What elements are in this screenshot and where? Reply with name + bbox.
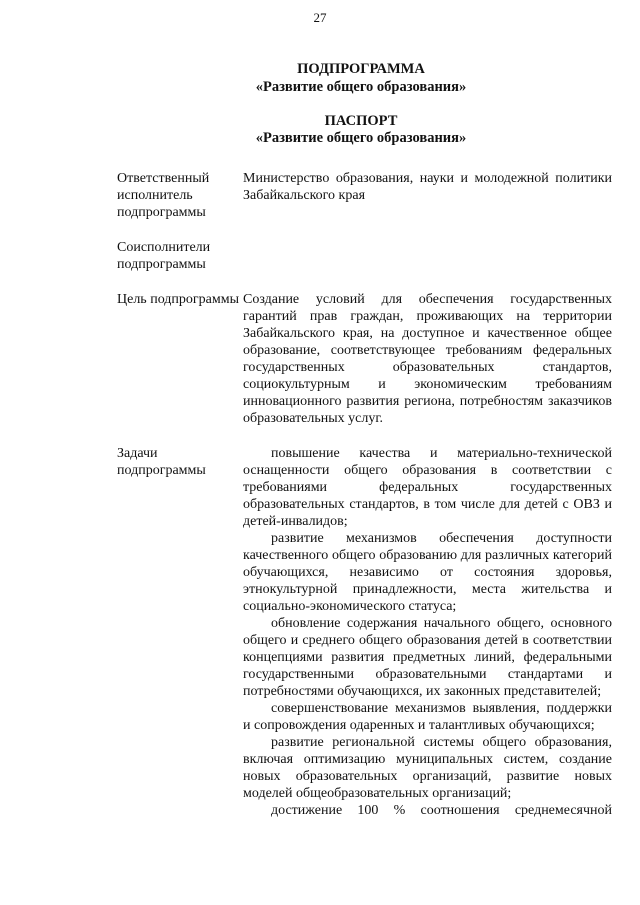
subprogram-heading: ПОДПРОГРАММА bbox=[297, 61, 425, 77]
task-item: развитие региональной системы общего образования, включая оптимизацию муниципальных систем, создание новых образовательных организаций, развитие новых моделей общеобразовательных организаций; bbox=[243, 735, 612, 801]
task-item: совершенствование механизмов выявления, поддержки и сопровождения одаренных и талантливых обучающихся; bbox=[243, 701, 612, 733]
passport-table bbox=[117, 170, 612, 819]
responsible-value: Министерство образования, науки и молодежной политики Забайкальского края bbox=[243, 171, 612, 203]
task-item: повышение качества и материально-технической оснащенности общего образования в соответствии с требованиями федеральных государственных образовательных стандартов, в том числе для детей с ОВЗ и детей-инвалидов; bbox=[243, 446, 612, 529]
responsible-label: Ответственный исполнитель подпрограммы bbox=[117, 171, 210, 220]
tasks-list bbox=[243, 445, 612, 819]
row-tasks bbox=[117, 445, 612, 819]
task-item: развитие механизмов обеспечения доступности качественного общего образованию для различных категорий обучающихся, независимо от состояния здоровья, этнокультурной принадлежности, места жительства и социально-экономического статуса; bbox=[243, 531, 612, 614]
co-executors-value bbox=[243, 239, 612, 273]
goal-label: Цель подпрограммы bbox=[117, 292, 239, 307]
passport-heading: ПАСПОРТ bbox=[324, 113, 398, 129]
tasks-label: Задачи подпрограммы bbox=[117, 446, 206, 478]
subprogram-title: «Развитие общего образования» bbox=[255, 79, 467, 95]
task-item: обновление содержания начального общего, основного общего и среднего общего образования детей в соответствии концепциями развития предметных линий, федеральными государственными образовательными стандартами и потребностями обучающихся, их законных представителей; bbox=[243, 616, 612, 699]
goal-value: Создание условий для обеспечения государственных гарантий прав граждан, проживающих на территории Забайкальского края, на доступное и качественное общее образование, соответствующее требованиям федеральных государственных образовательных стандартов, социокультурным и экономическим требованиям инновационного развития региона, потребностям заказчиков образовательных услуг. bbox=[243, 292, 612, 426]
row-goal bbox=[117, 291, 612, 427]
row-co-executors bbox=[117, 239, 612, 273]
co-executors-label: Соисполнители подпрограммы bbox=[117, 240, 211, 272]
passport-title: «Развитие общего образования» bbox=[255, 130, 467, 146]
task-item: достижение 100 % соотношения среднемесячной bbox=[271, 803, 612, 818]
row-responsible bbox=[117, 170, 612, 221]
page-number: 27 bbox=[313, 10, 327, 25]
